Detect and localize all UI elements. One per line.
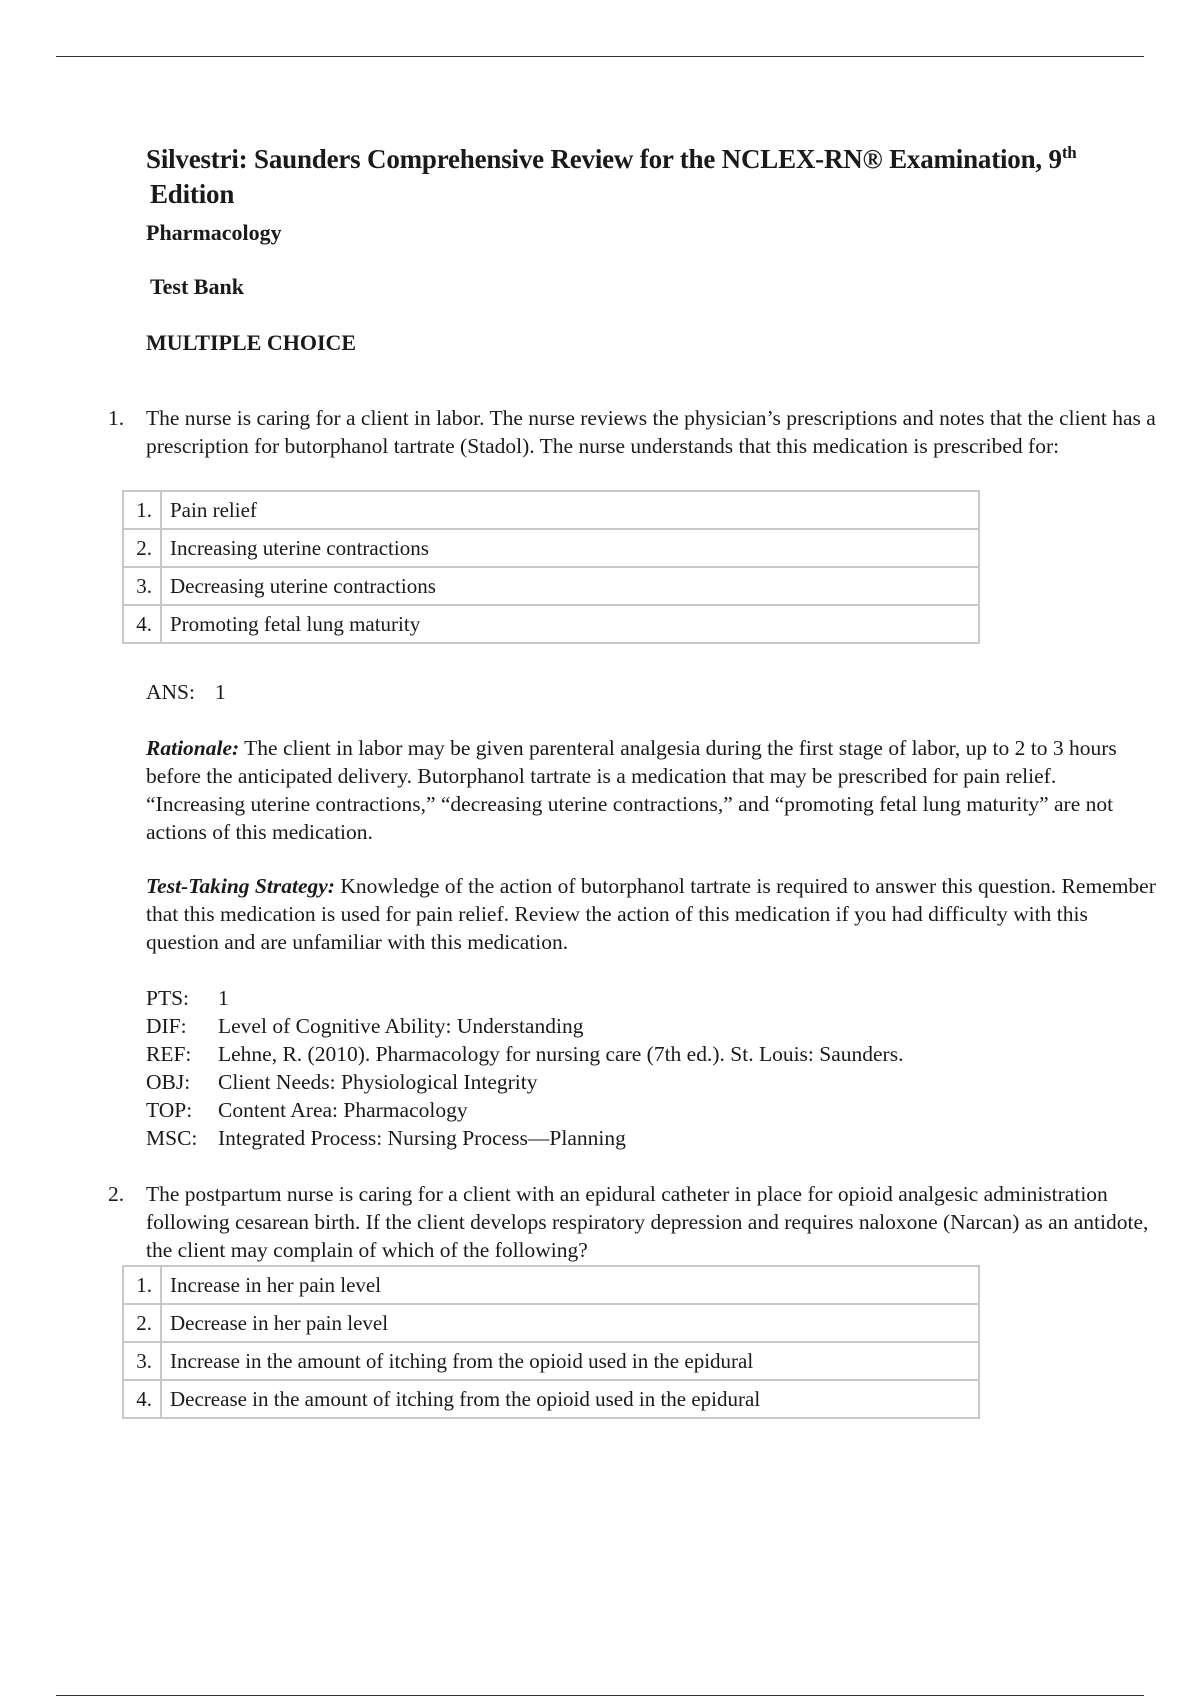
meta-value: Integrated Process: Nursing Process—Planning — [218, 1126, 626, 1150]
option-text: Pain relief — [161, 491, 979, 529]
question-text: The postpartum nurse is caring for a client with an epidural catheter in place for opioid analgesic administration following cesarean birth. If the client develops respiratory depression and requires naloxone (Narcan) as an antidote, the client may complain of which of the following? — [146, 1182, 1149, 1262]
option-text: Decreasing uterine contractions — [161, 567, 979, 605]
question-text: The nurse is caring for a client in labor. The nurse reviews the physician’s prescriptions and notes that the client has a prescription for butorphanol tartrate (Stadol). The nurse understands that this medication is prescribed for: — [146, 406, 1156, 458]
option-number: 2. — [123, 1304, 161, 1342]
meta-row — [146, 1068, 903, 1096]
option-row — [123, 1342, 979, 1380]
rationale-label: Rationale: — [146, 736, 240, 760]
rationale — [146, 734, 1156, 846]
top-rule — [56, 56, 1144, 57]
meta-key: TOP: — [146, 1098, 193, 1122]
test-taking-strategy — [146, 872, 1156, 956]
option-number: 4. — [123, 1380, 161, 1418]
meta-value: Content Area: Pharmacology — [218, 1098, 468, 1122]
section-heading: MULTIPLE CHOICE — [146, 330, 357, 355]
meta-key: OBJ: — [146, 1070, 191, 1094]
doc-type-heading: Test Bank — [150, 274, 244, 299]
question-number: 2. — [108, 1182, 125, 1206]
option-row — [123, 605, 979, 643]
meta-value: Client Needs: Physiological Integrity — [218, 1070, 538, 1094]
option-number: 2. — [123, 529, 161, 567]
meta-key: REF: — [146, 1042, 192, 1066]
title-line-2: Edition — [150, 179, 235, 209]
strategy-text: Knowledge of the action of butorphanol tartrate is required to answer this question. Remember that this medication is used for pain relief. Review the action of this medication if you had difficulty with this question and are unfamiliar with this medication. — [146, 874, 1156, 954]
option-row — [123, 1380, 979, 1418]
question-2 — [108, 1180, 1158, 1264]
title-superscript: th — [1061, 143, 1077, 162]
option-text: Increase in her pain level — [161, 1266, 979, 1304]
question-number: 1. — [108, 406, 125, 430]
option-text: Increase in the amount of itching from the opioid used in the epidural — [161, 1342, 979, 1380]
meta-row — [146, 1124, 903, 1152]
meta-value: Lehne, R. (2010). Pharmacology for nursing care (7th ed.). St. Louis: Saunders. — [218, 1042, 904, 1066]
rationale-text: The client in labor may be given parenteral analgesia during the first stage of labor, up to 2 to 3 hours before the anticipated delivery. Butorphanol tartrate is a medication that may be prescribed for pain relief. “Increasing uterine contractions,” “decreasing uterine contractions,” and “promoting fetal lung maturity” are not actions of this medication. — [146, 736, 1117, 844]
meta-key: PTS: — [146, 986, 190, 1010]
option-text: Increasing uterine contractions — [161, 529, 979, 567]
option-row — [123, 1304, 979, 1342]
question-2-options — [122, 1265, 980, 1419]
meta-key: DIF: — [146, 1014, 187, 1038]
meta-row — [146, 1040, 903, 1068]
option-text: Decrease in the amount of itching from the opioid used in the epidural — [161, 1380, 979, 1418]
option-row — [123, 491, 979, 529]
strategy-label: Test-Taking Strategy: — [146, 874, 335, 898]
option-number: 1. — [123, 1266, 161, 1304]
title-line-1: Silvestri: Saunders Comprehensive Review for the NCLEX-RN® Examination, 9 — [146, 144, 1062, 174]
option-number: 1. — [123, 491, 161, 529]
bottom-rule — [56, 1695, 1144, 1696]
answer-value: 1 — [214, 680, 226, 704]
option-number: 4. — [123, 605, 161, 643]
option-text: Promoting fetal lung maturity — [161, 605, 979, 643]
meta-row — [146, 984, 903, 1012]
answer-line — [146, 680, 226, 705]
meta-value: Level of Cognitive Ability: Understanding — [218, 1014, 584, 1038]
option-text: Decrease in her pain level — [161, 1304, 979, 1342]
question-1-metadata — [146, 984, 903, 1152]
meta-key: MSC: — [146, 1126, 198, 1150]
question-1 — [108, 404, 1158, 460]
subject-heading: Pharmacology — [146, 220, 282, 245]
meta-row — [146, 1012, 903, 1040]
option-row — [123, 567, 979, 605]
option-row — [123, 1266, 979, 1304]
question-1-options — [122, 490, 980, 644]
option-number: 3. — [123, 567, 161, 605]
answer-label: ANS: — [146, 680, 195, 704]
meta-value: 1 — [218, 986, 229, 1010]
option-number: 3. — [123, 1342, 161, 1380]
option-row — [123, 529, 979, 567]
document-title — [146, 142, 1126, 212]
meta-row — [146, 1096, 903, 1124]
